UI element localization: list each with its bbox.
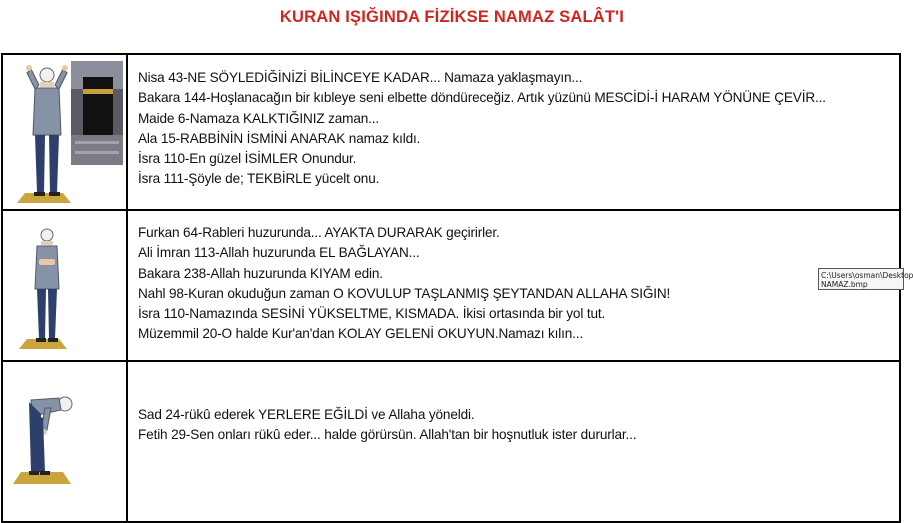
table-row-qiyam	[3, 211, 899, 362]
bowing-figure	[29, 397, 72, 475]
verse-line: İsra 111-Şöyle de; TEKBİRLE yücelt onu.	[138, 171, 380, 187]
verse-line: Bakara 144-Hoşlanacağın bir kıbleye seni elbette döndüreceğiz. Artık yüzünü MESCİDİ-İ HARAM YÖNÜNE ÇEVİR...	[138, 90, 826, 106]
standing-figure	[35, 229, 59, 342]
qiyam-figure-illustration	[3, 211, 126, 360]
image-cell	[3, 362, 128, 522]
file-name-line: NAMAZ.bmp	[821, 280, 868, 289]
verse-line: Furkan 64-Rableri huzurunda... AYAKTA DURARAK geçirirler.	[138, 225, 500, 240]
verse-line: Fetih 29-Sen onları rükû eder... halde görürsün. Allah'tan bir hoşnutluk ister dururlar...	[138, 427, 637, 443]
verse-line: Maide 6-Namaza KALKTIĞINIZ zaman...	[138, 110, 380, 126]
image-cell	[3, 55, 128, 209]
verse-list	[138, 362, 895, 522]
verse-line: Ali İmran 113-Allah huzurunda EL BAĞLAYAN...	[138, 245, 420, 261]
verse-line: İsra 110-Namazında SESİNİ YÜKSELTME, KISMADA. İkisi ortasında bir yol tut.	[138, 306, 606, 322]
verse-line: İsra 110-En güzel İSİMLER Onundur.	[138, 151, 357, 167]
table-row-ruku	[3, 362, 899, 522]
verse-line: Ala 15-RABBİNİN İSMİNİ ANARAK namaz kıldı.	[138, 130, 421, 146]
verse-list	[138, 211, 895, 360]
file-path-line: C:\Users\osman\Desktop	[821, 271, 913, 280]
file-path-tooltip	[818, 268, 913, 290]
ruku-figure-illustration	[3, 362, 126, 512]
verse-line: Nisa 43-NE SÖYLEDİĞİNİZİ BİLİNCEYE KADAR... Namaza yaklaşmayın...	[138, 70, 583, 85]
verse-line: Müzemmil 20-O halde Kur'an'dan KOLAY GELENİ OKUYUN.Namazı kılın...	[138, 326, 584, 342]
page-title: KURAN IŞIĞINDA FİZİKSE NAMAZ SALÂT'I	[279, 8, 625, 26]
standing-figure	[26, 65, 68, 196]
prayer-table	[1, 53, 913, 523]
kaaba-photo	[71, 61, 123, 165]
verse-line: Bakara 238-Allah huzurunda KIYAM edin.	[138, 265, 383, 281]
verse-line: Nahl 98-Kuran okuduğun zaman O KOVULUP TAŞLANMIŞ ŞEYTANDAN ALLAHA SIĞIN!	[138, 285, 671, 301]
verse-line: Sad 24-rükû ederek YERLERE EĞİLDİ ve Allaha yöneldi.	[138, 407, 475, 422]
verse-list	[138, 55, 895, 209]
image-cell	[3, 211, 128, 360]
table-row-takbir	[3, 55, 899, 211]
takbir-figure-illustration	[3, 55, 126, 209]
